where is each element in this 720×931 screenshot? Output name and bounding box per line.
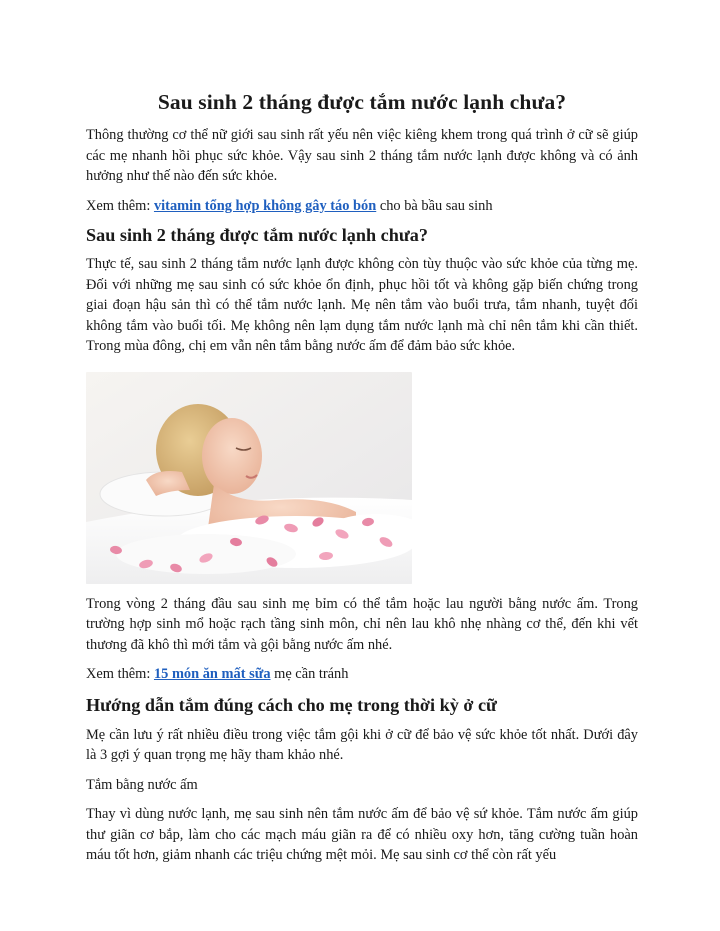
document-page	[86, 0, 638, 866]
section2-subheading: Tắm bằng nước ấm	[86, 776, 198, 793]
see-more-line-1	[86, 196, 638, 217]
see-more-prefix: Xem thêm:	[86, 666, 154, 682]
see-more-line-2	[86, 664, 638, 685]
section2-paragraph-2: Thay vì dùng nước lạnh, mẹ sau sinh nên tắm nước ấm để bảo vệ sứ khỏe. Tắm nước ấm giúp thư giãn cơ bắp, làm cho các mạch máu giãn ra để có nhiều oxy hơn, tăng cường tuần hoàn máu tốt hơn, giảm nhanh các triệu chứng mệt mỏi. Mẹ sau sinh cơ thể còn rất yếu	[86, 806, 638, 863]
see-more-suffix: mẹ cần tránh	[270, 666, 349, 682]
woman-bath-image	[86, 372, 412, 584]
section1-paragraph-2: Trong vòng 2 tháng đầu sau sinh mẹ bỉm có thể tắm hoặc lau người bằng nước ấm. Trong trường hợp sinh mổ hoặc rạch tầng sinh môn, chỉ nên lau khô nhẹ nhàng cơ thể, đến khi vết thương đã khô thì mới tắm và gội bằng nước ấm nhé.	[86, 595, 638, 653]
section2-paragraph: Mẹ cần lưu ý rất nhiều điều trong việc tắm gội khi ở cữ để bảo vệ sức khỏe tốt nhất. Dưới đây là 3 gợi ý quan trọng mẹ hãy tham khảo nhé.	[86, 726, 638, 763]
section2-heading: Hướng dẫn tắm đúng cách cho mẹ trong thời kỳ ở cữ	[86, 694, 497, 715]
vitamin-link[interactable]: vitamin tổng hợp không gây táo bón	[153, 197, 377, 214]
section1-heading: Sau sinh 2 tháng được tắm nước lạnh chưa?	[86, 225, 428, 245]
section1-paragraph: Thực tế, sau sinh 2 tháng tắm nước lạnh được không còn tùy thuộc vào sức khỏe của từng mẹ. Đối với những mẹ sau sinh có sức khỏe ổn định, phục hồi tốt và không gặp biến chứng trong giai đoạn hậu sản thì có thể tắm nước lạnh. Mẹ nên tắm vào buổi trưa, tắm nhanh, tuyệt đối không tắm vào buổi tối. Mẹ không nên lạm dụng tắm nước lạnh mà chỉ nên tắm khi cần thiết. Trong mùa đông, chị em vẫn nên tắm bằng nước ấm để đảm bảo sức khỏe.	[86, 256, 638, 354]
see-more-prefix: Xem thêm:	[86, 197, 154, 214]
lactation-foods-link[interactable]: 15 món ăn mất sữa	[153, 666, 271, 682]
see-more-suffix: cho bà bầu sau sinh	[376, 197, 493, 214]
page-title: Sau sinh 2 tháng được tắm nước lạnh chưa?	[157, 90, 567, 114]
intro-paragraph: Thông thường cơ thể nữ giới sau sinh rất yếu nên việc kiêng khem trong quá trình ở cữ sẽ giúp các mẹ nhanh hồi phục sức khỏe. Vậy sau sinh 2 tháng tắm nước lạnh được không và có ảnh hưởng như thế nào đến sức khỏe.	[86, 127, 638, 184]
